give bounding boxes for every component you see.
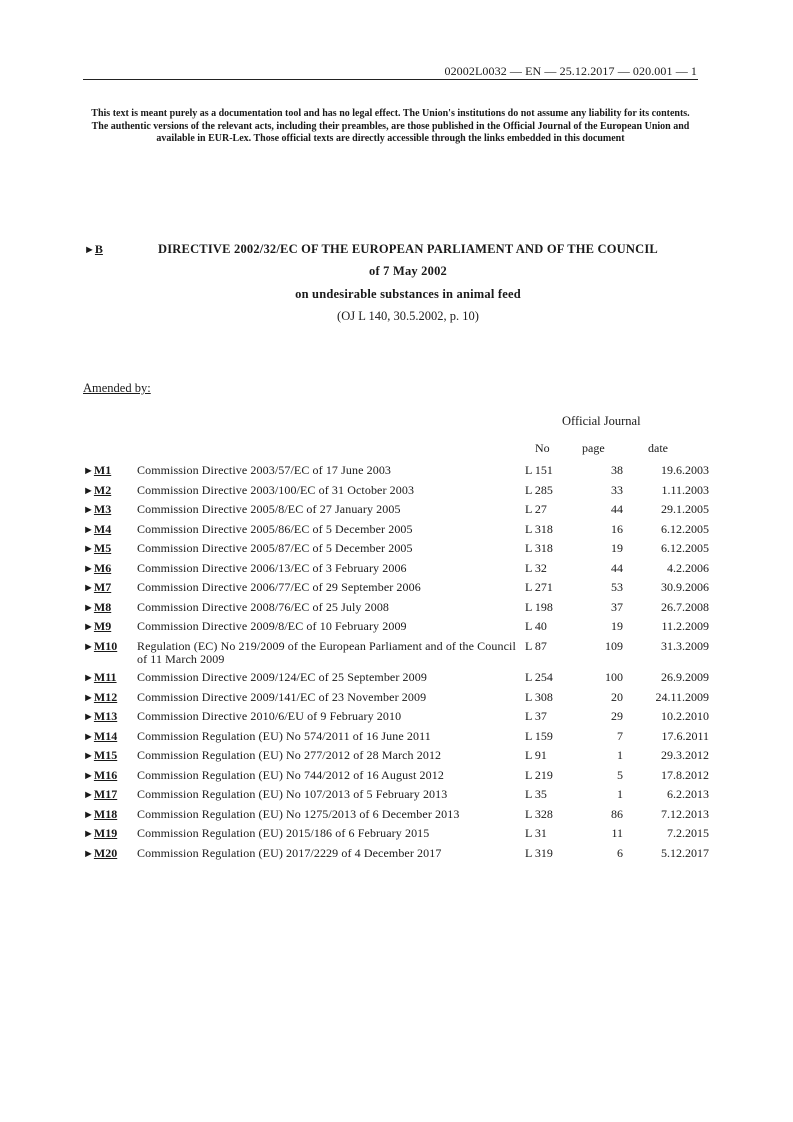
amendment-oj-number: L 308 xyxy=(525,689,553,704)
amendment-marker[interactable] xyxy=(83,562,137,582)
amendment-marker[interactable] xyxy=(83,503,137,523)
amendment-marker[interactable] xyxy=(83,581,137,601)
amendment-marker[interactable] xyxy=(83,620,137,640)
amendment-oj-page: 1 xyxy=(617,787,623,801)
amendment-description: Commission Regulation (EU) No 1275/2013 of 6 December 2013 xyxy=(137,806,460,821)
amendment-oj-date: 5.12.2017 xyxy=(661,845,709,860)
legal-disclaimer: This text is meant purely as a documentation tool and has no legal effect. The Union's institutions do not assume any liability for its contents. The authentic versions of the relevant acts, including their preambles, are those published in the Official Journal of the European Union and available in EUR-Lex. Those official texts are directly accessible through the links embedded in this document xyxy=(91,108,690,144)
amendment-description: Regulation (EC) No 219/2009 of the European Parliament and of the Council of 11 March 2009 xyxy=(137,638,516,666)
amendment-oj-number: L 285 xyxy=(525,482,553,497)
amendment-link[interactable]: M16 xyxy=(93,767,118,782)
triangle-right-icon: ► xyxy=(83,691,94,704)
amendment-link[interactable]: M13 xyxy=(93,709,118,723)
amendment-oj-page: 5 xyxy=(617,767,623,782)
amendment-oj-page: 100 xyxy=(605,670,623,684)
amendment-oj-date: 10.2.2010 xyxy=(661,709,709,723)
amendment-oj-page: 38 xyxy=(611,463,623,477)
amendment-oj-date: 29.3.2012 xyxy=(661,748,709,762)
table-row xyxy=(83,503,709,523)
amendment-oj-page: 7 xyxy=(617,728,623,743)
table-row xyxy=(83,671,709,691)
amendment-marker[interactable] xyxy=(83,730,137,750)
base-act-link[interactable]: B xyxy=(94,242,103,256)
table-row xyxy=(83,827,709,847)
amendment-marker[interactable] xyxy=(83,710,137,730)
amendment-description: Commission Directive 2009/124/EC of 25 September 2009 xyxy=(137,670,427,684)
amendment-marker[interactable] xyxy=(83,769,137,789)
amendment-marker[interactable] xyxy=(83,671,137,691)
amendment-description: Commission Directive 2006/13/EC of 3 February 2006 xyxy=(137,560,407,575)
triangle-right-icon: ► xyxy=(83,484,94,497)
table-row xyxy=(83,562,709,582)
triangle-right-icon: ► xyxy=(83,621,94,633)
triangle-right-icon: ► xyxy=(83,523,94,536)
amendment-marker[interactable] xyxy=(83,808,137,828)
amendment-marker[interactable] xyxy=(83,749,137,769)
amendment-oj-date: 26.9.2009 xyxy=(661,670,709,684)
amendment-oj-page: 6 xyxy=(617,845,623,860)
amendment-marker[interactable] xyxy=(83,827,137,847)
amendment-description: Commission Directive 2005/87/EC of 5 December 2005 xyxy=(137,541,413,555)
triangle-right-icon: ► xyxy=(83,504,94,516)
amendment-oj-page: 53 xyxy=(611,580,623,594)
amendment-oj-page: 44 xyxy=(611,560,623,575)
triangle-right-icon: ► xyxy=(83,543,94,555)
triangle-right-icon: ► xyxy=(83,601,94,614)
table-row xyxy=(83,542,709,562)
amendment-link[interactable]: M9 xyxy=(93,619,112,633)
triangle-right-icon: ► xyxy=(83,711,94,723)
amendment-oj-page: 109 xyxy=(605,638,623,653)
triangle-right-icon: ► xyxy=(83,808,94,821)
amendment-oj-number: L 319 xyxy=(525,845,553,860)
amendment-link[interactable]: M2 xyxy=(93,482,112,497)
triangle-right-icon: ► xyxy=(83,465,94,477)
table-row xyxy=(83,710,709,730)
amendment-link[interactable]: M4 xyxy=(93,521,112,536)
amendment-oj-date: 29.1.2005 xyxy=(661,502,709,516)
amendment-oj-number: L 151 xyxy=(525,463,553,477)
amendment-marker[interactable] xyxy=(83,640,137,672)
amendment-oj-date: 6.12.2005 xyxy=(661,541,709,555)
amendments-table-body xyxy=(83,464,709,866)
amendment-link[interactable]: M8 xyxy=(93,599,112,614)
amendments-table xyxy=(83,464,709,866)
amendment-description: Commission Directive 2003/57/EC of 17 June 2003 xyxy=(137,463,392,477)
amendment-oj-number: L 37 xyxy=(525,709,547,723)
amendment-oj-number: L 271 xyxy=(525,580,553,594)
amendment-oj-date: 31.3.2009 xyxy=(661,638,709,653)
amendment-oj-page: 11 xyxy=(611,826,623,840)
amendment-oj-page: 16 xyxy=(611,521,623,536)
amendment-oj-page: 20 xyxy=(611,689,623,704)
amendment-oj-number: L 31 xyxy=(525,826,547,840)
amendment-oj-number: L 254 xyxy=(525,670,553,684)
amendment-marker[interactable] xyxy=(83,691,137,711)
amendment-oj-page: 33 xyxy=(611,482,623,497)
amendment-description: Commission Directive 2010/6/EU of 9 February 2010 xyxy=(137,709,402,723)
amendment-oj-number: L 91 xyxy=(525,748,547,762)
amendment-oj-date: 11.2.2009 xyxy=(661,619,709,633)
amendment-marker[interactable] xyxy=(83,523,137,543)
amendment-link[interactable]: M12 xyxy=(93,689,118,704)
amendment-marker[interactable] xyxy=(83,847,137,867)
amendment-link[interactable]: M14 xyxy=(93,728,118,743)
amendment-oj-number: L 328 xyxy=(525,806,553,821)
amendment-oj-date: 6.12.2005 xyxy=(661,521,709,536)
amendment-oj-page: 19 xyxy=(611,619,623,633)
triangle-right-icon: ► xyxy=(83,730,94,743)
amendment-link[interactable]: M7 xyxy=(93,580,112,594)
official-journal-heading: Official Journal xyxy=(562,414,641,428)
directive-date: of 7 May 2002 xyxy=(369,264,447,278)
amendment-oj-page: 86 xyxy=(611,806,623,821)
amendment-link[interactable]: M6 xyxy=(93,560,112,575)
amendment-oj-number: L 198 xyxy=(525,599,553,614)
amendment-oj-number: L 40 xyxy=(525,619,547,633)
amendment-description: Commission Regulation (EU) No 107/2013 of 5 February 2013 xyxy=(137,787,448,801)
directive-oj-reference: (OJ L 140, 30.5.2002, p. 10) xyxy=(337,309,479,323)
amendment-oj-date: 17.6.2011 xyxy=(661,728,709,743)
triangle-right-icon: ► xyxy=(83,847,94,860)
table-row xyxy=(83,484,709,504)
amendment-oj-number: L 219 xyxy=(525,767,553,782)
amendment-oj-number: L 159 xyxy=(525,728,553,743)
amendment-oj-date: 4.2.2006 xyxy=(667,560,709,575)
amendment-oj-number: L 32 xyxy=(525,560,547,575)
amendment-link[interactable]: M3 xyxy=(93,502,112,516)
amendment-oj-page: 44 xyxy=(611,502,623,516)
table-row xyxy=(83,808,709,828)
table-row xyxy=(83,601,709,621)
table-row xyxy=(83,581,709,601)
amendment-oj-date: 6.2.2013 xyxy=(667,787,709,801)
amendment-marker[interactable] xyxy=(83,542,137,562)
amendment-description: Commission Regulation (EU) 2015/186 of 6 February 2015 xyxy=(137,826,430,840)
amendment-description: Commission Regulation (EU) 2017/2229 of 4 December 2017 xyxy=(137,845,442,860)
table-row xyxy=(83,691,709,711)
amendment-oj-page: 37 xyxy=(611,599,623,614)
amendment-link[interactable]: M20 xyxy=(93,845,118,860)
amendment-link[interactable]: M17 xyxy=(93,787,118,801)
amendment-oj-date: 24.11.2009 xyxy=(655,689,709,704)
triangle-right-icon: ► xyxy=(83,562,94,575)
table-row xyxy=(83,523,709,543)
amendment-oj-number: L 87 xyxy=(525,638,547,653)
amendment-link[interactable]: M15 xyxy=(93,748,118,762)
amendment-link[interactable]: M18 xyxy=(93,806,118,821)
triangle-right-icon: ► xyxy=(84,244,95,256)
table-row xyxy=(83,769,709,789)
amendment-marker[interactable] xyxy=(83,464,137,484)
amendment-oj-page: 1 xyxy=(617,748,623,762)
amendment-oj-page: 29 xyxy=(611,709,623,723)
amended-by-label: Amended by: xyxy=(83,381,151,395)
directive-title: DIRECTIVE 2002/32/EC OF THE EUROPEAN PARLIAMENT AND OF THE COUNCIL xyxy=(158,242,658,256)
amendment-link[interactable]: M5 xyxy=(93,541,112,555)
table-row xyxy=(83,620,709,640)
amendment-description: Commission Directive 2005/8/EC of 27 January 2005 xyxy=(137,502,401,516)
amendment-oj-date: 19.6.2003 xyxy=(661,463,709,477)
amendment-oj-date: 7.2.2015 xyxy=(667,826,709,840)
amendment-description: Commission Regulation (EU) No 277/2012 of 28 March 2012 xyxy=(137,748,442,762)
header-divider xyxy=(83,79,698,80)
amendment-oj-date: 17.8.2012 xyxy=(661,767,709,782)
triangle-right-icon: ► xyxy=(83,672,94,684)
amendment-description: Commission Regulation (EU) No 574/2011 of 16 June 2011 xyxy=(137,728,431,743)
amendment-oj-date: 26.7.2008 xyxy=(661,599,709,614)
amendment-description: Commission Regulation (EU) No 744/2012 of 16 August 2012 xyxy=(137,767,444,782)
amendment-description: Commission Directive 2003/100/EC of 31 October 2003 xyxy=(137,482,415,497)
amendment-marker[interactable] xyxy=(83,601,137,621)
amendment-description: Commission Directive 2006/77/EC of 29 September 2006 xyxy=(137,580,421,594)
triangle-right-icon: ► xyxy=(83,750,94,762)
table-row xyxy=(83,730,709,750)
amendment-marker[interactable] xyxy=(83,484,137,504)
directive-subject: on undesirable substances in animal feed xyxy=(295,287,521,301)
amendment-oj-number: L 35 xyxy=(525,787,547,801)
amendment-oj-page: 19 xyxy=(611,541,623,555)
triangle-right-icon: ► xyxy=(83,769,94,782)
table-row xyxy=(83,749,709,769)
amendment-link[interactable]: M1 xyxy=(93,463,112,477)
column-header-date: date xyxy=(648,441,668,455)
triangle-right-icon: ► xyxy=(83,828,94,840)
amendment-link[interactable]: M10 xyxy=(93,638,118,653)
amendment-oj-number: L 318 xyxy=(525,541,553,555)
table-row xyxy=(83,640,709,672)
amendment-oj-date: 1.11.2003 xyxy=(661,482,709,497)
triangle-right-icon: ► xyxy=(83,640,94,653)
amendment-description: Commission Directive 2009/8/EC of 10 February 2009 xyxy=(137,619,407,633)
amendment-description: Commission Directive 2009/141/EC of 23 November 2009 xyxy=(137,689,427,704)
triangle-right-icon: ► xyxy=(83,582,94,594)
amendment-description: Commission Directive 2008/76/EC of 25 July 2008 xyxy=(137,599,390,614)
triangle-right-icon: ► xyxy=(83,789,94,801)
table-row xyxy=(83,847,709,867)
amendment-oj-date: 30.9.2006 xyxy=(661,580,709,594)
amendment-description: Commission Directive 2005/86/EC of 5 December 2005 xyxy=(137,521,413,536)
amendment-link[interactable]: M11 xyxy=(93,670,117,684)
table-row xyxy=(83,464,709,484)
column-header-page: page xyxy=(582,441,605,455)
amendment-marker[interactable] xyxy=(83,788,137,808)
amendment-oj-date: 7.12.2013 xyxy=(661,806,709,821)
amendment-oj-number: L 27 xyxy=(525,502,547,516)
column-header-no: No xyxy=(535,441,550,455)
amendment-link[interactable]: M19 xyxy=(93,826,118,840)
amendment-oj-number: L 318 xyxy=(525,521,553,536)
table-row xyxy=(83,788,709,808)
document-reference-header: 02002L0032 — EN — 25.12.2017 — 020.001 — 1 xyxy=(444,64,697,78)
